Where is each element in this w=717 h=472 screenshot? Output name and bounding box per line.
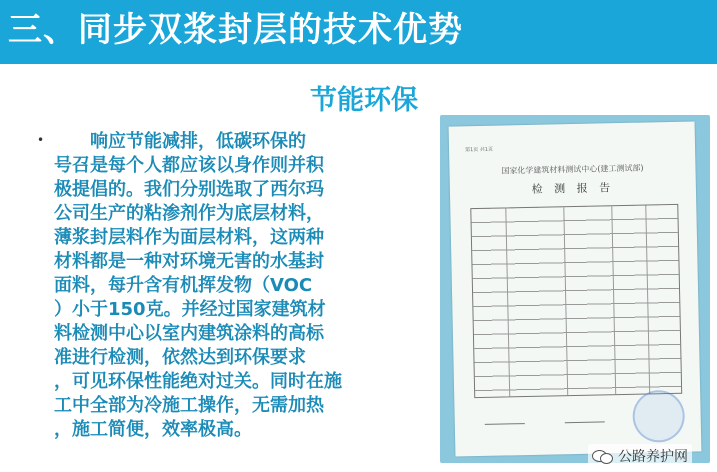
body-line: ，施工简便，效率极高。 — [54, 419, 252, 440]
body-line: 料检测中心以室内建筑涂料的高标 — [54, 323, 324, 344]
body-line: 材料都是一种对环境无害的水基封 — [54, 251, 324, 272]
signature-line — [565, 411, 605, 423]
official-stamp — [632, 390, 685, 443]
table-column-line — [505, 208, 510, 396]
body-line: 极提倡的。我们分别选取了西尔玛 — [54, 179, 324, 200]
certificate-meta: 第1页 共1页 — [465, 146, 494, 154]
watermark-text: 公路养护网 — [618, 449, 688, 465]
certificate-heading: 国家化学建筑材料测试中心(建工测试部) — [501, 163, 644, 176]
watermark — [588, 444, 692, 468]
body-line: 号召是每个人都应该以身作则并积 — [54, 155, 324, 176]
body-line: 工中全部为冷施工操作，无需加热 — [54, 395, 324, 416]
body-line: 面料，每升含有机挥发物（VOC — [54, 275, 313, 296]
body-line: 公司生产的粘渗剂作为底层材料， — [54, 203, 324, 224]
header-band — [0, 0, 717, 64]
page-title: 三、同步双浆封层的技术优势 — [8, 10, 463, 50]
body-line: 响应节能减排，低碳环保的 — [90, 131, 306, 152]
body-line: 准进行检测，依然达到环保要求 — [54, 347, 306, 368]
table-column-line — [645, 205, 650, 393]
section-title: 节能环保 — [310, 85, 418, 116]
certificate-table — [470, 204, 682, 398]
body-line: ）小于150克。并经过国家建筑材 — [54, 299, 326, 320]
body-paragraph — [54, 130, 376, 442]
body-line: 薄浆封层料作为面层材料，这两种 — [54, 227, 324, 248]
signature-line — [485, 413, 525, 425]
certificate-document — [449, 121, 702, 456]
certificate-subheading: 检 测 报 告 — [531, 181, 615, 196]
table-column-line — [563, 207, 568, 395]
table-column-line — [611, 206, 616, 394]
wechat-icon — [592, 448, 614, 464]
bullet-marker: • — [37, 133, 45, 147]
body-line: ，可见环保性能绝对过关。同时在施 — [54, 371, 342, 392]
